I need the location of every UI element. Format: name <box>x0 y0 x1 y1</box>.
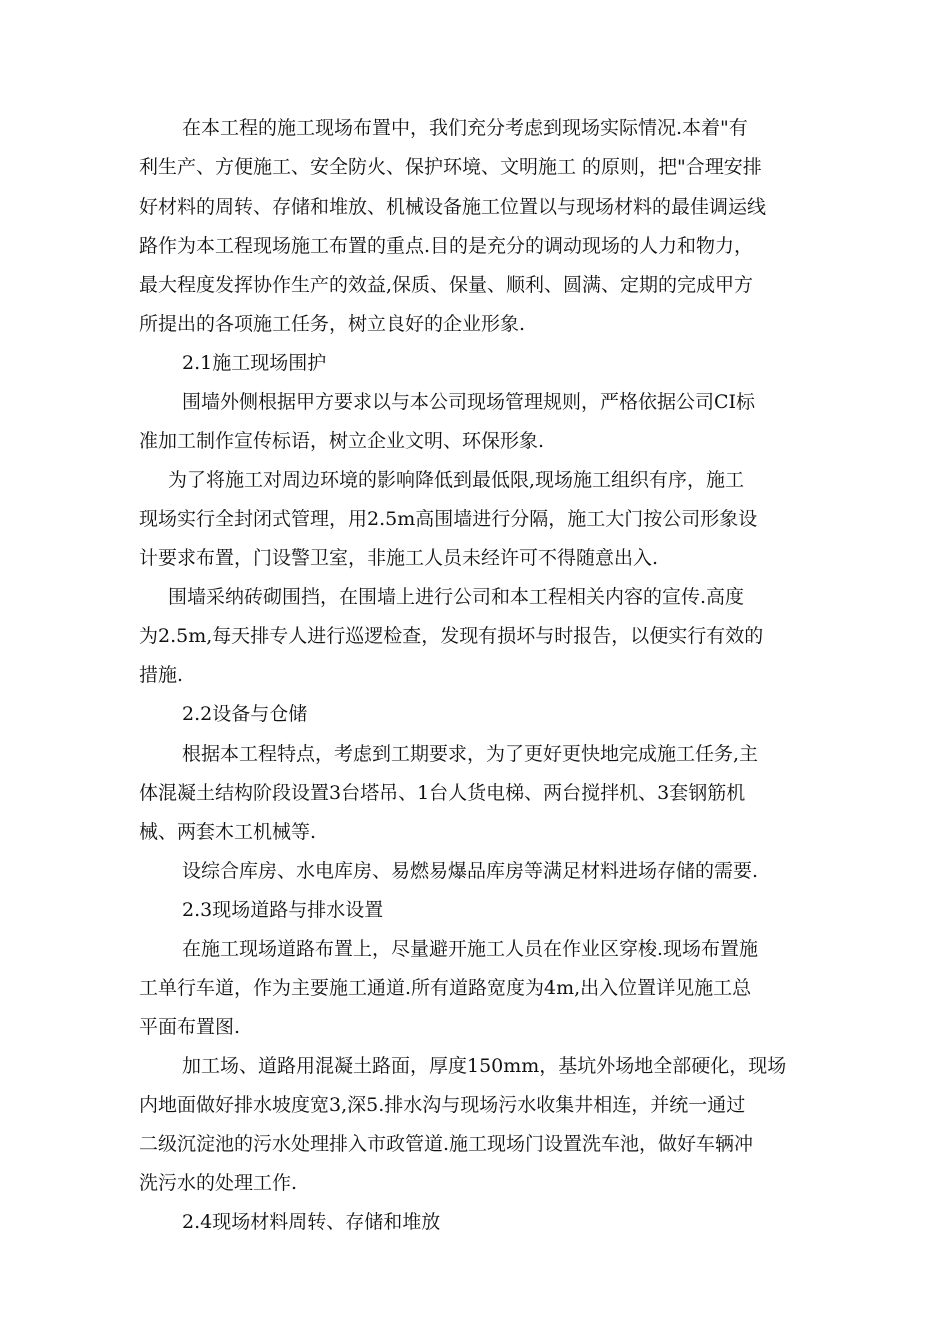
paragraph-drainage-line-2: 内地面做好排水坡度宽3,深5.排水沟与现场污水收集井相连，并统一通过 <box>139 1094 746 1116</box>
paragraph-enclosure-line-3: 计要求布置，门设警卫室，非施工人员未经许可不得随意出入. <box>139 547 659 569</box>
paragraph-fence-line-2: 准加工制作宣传标语，树立企业文明、环保形象. <box>139 430 545 452</box>
paragraph-intro-line-2: 利生产、方便施工、安全防火、保护环境、文明施工 的原则，把"合理安排 <box>139 156 762 178</box>
paragraph-equipment-line-2: 体混凝土结构阶段设置3台塔吊、1台人货电梯、两台搅拌机、3套钢筋机 <box>139 782 746 804</box>
paragraph-enclosure-line-2: 现场实行全封闭式管理，用2.5m高围墙进行分隔，施工大门按公司形象设 <box>139 508 758 530</box>
paragraph-wall-line-1: 围墙采纳砖砌围挡，在围墙上进行公司和本工程相关内容的宣传.高度 <box>168 586 745 608</box>
section-heading-2-3: 2.3现场道路与排水设置 <box>182 899 384 921</box>
section-heading-2-2: 2.2设备与仓储 <box>182 703 308 725</box>
paragraph-wall-line-3: 措施. <box>139 664 184 686</box>
paragraph-wall-line-2: 为2.5m,每天排专人进行巡逻检查，发现有损坏与时报告，以便实行有效的 <box>139 625 764 647</box>
paragraph-intro-line-1: 在本工程的施工现场布置中，我们充分考虑到现场实际情况.本着"有 <box>182 117 748 139</box>
paragraph-intro-line-6: 所提出的各项施工任务，树立良好的企业形象. <box>139 313 526 335</box>
paragraph-enclosure-line-1: 为了将施工对周边环境的影响降低到最低限,现场施工组织有序，施工 <box>168 469 745 491</box>
section-heading-2-4: 2.4现场材料周转、存储和堆放 <box>182 1211 441 1233</box>
paragraph-drainage-line-1: 加工场、道路用混凝土路面，厚度150mm，基坑外场地全部硬化，现场 <box>182 1055 787 1077</box>
paragraph-fence-line-1: 围墙外侧根据甲方要求以与本公司现场管理规则，严格依据公司CI标 <box>182 391 756 413</box>
paragraph-roads-line-1: 在施工现场道路布置上，尽量避开施工人员在作业区穿梭.现场布置施 <box>182 938 759 960</box>
paragraph-roads-line-2: 工单行车道，作为主要施工通道.所有道路宽度为4m,出入位置详见施工总 <box>139 977 752 999</box>
paragraph-storage-line-1: 设综合库房、水电库房、易燃易爆品库房等满足材料进场存储的需要. <box>182 860 759 882</box>
paragraph-equipment-line-1: 根据本工程特点，考虑到工期要求，为了更好更快地完成施工任务,主 <box>182 743 759 765</box>
paragraph-intro-line-4: 路作为本工程现场施工布置的重点.目的是充分的调动现场的人力和物力， <box>139 235 754 257</box>
paragraph-roads-line-3: 平面布置图. <box>139 1016 241 1038</box>
paragraph-intro-line-3: 好材料的周转、存储和堆放、机械设备施工位置以与现场材料的最佳调运线 <box>139 196 767 218</box>
section-heading-2-1: 2.1施工现场围护 <box>182 352 327 374</box>
paragraph-equipment-line-3: 械、两套木工机械等. <box>139 821 317 843</box>
paragraph-intro-line-5: 最大程度发挥协作生产的效益,保质、保量、顺利、圆满、定期的完成甲方 <box>139 274 754 296</box>
paragraph-drainage-line-4: 洗污水的处理工作. <box>139 1172 298 1194</box>
paragraph-drainage-line-3: 二级沉淀池的污水处理排入市政管道.施工现场门设置洗车池，做好车辆冲 <box>139 1133 754 1155</box>
